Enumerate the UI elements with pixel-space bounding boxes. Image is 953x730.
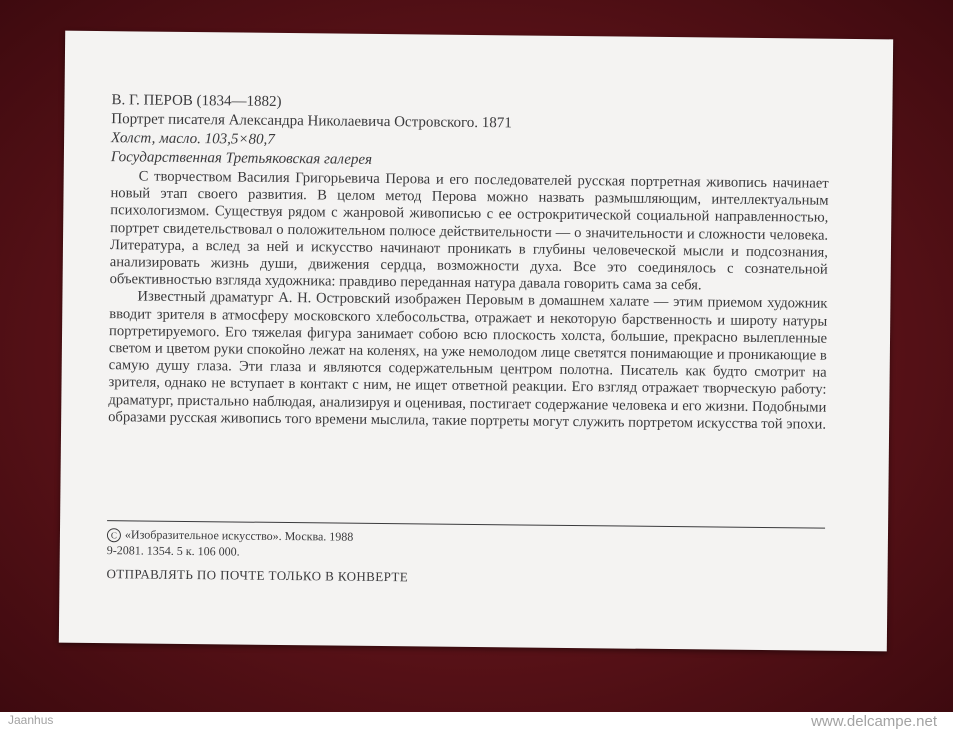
publisher-text: «Изобразительное искусство». Москва. 1988 [124,527,354,544]
author-line: В. Г. ПЕРОВ (1834—1882) [111,92,282,110]
watermark-left: Jaanhus [8,713,54,727]
card-header [111,91,872,175]
mailing-note: ОТПРАВЛЯТЬ ПО ПОЧТЕ ТОЛЬКО В КОНВЕРТЕ [106,566,409,585]
medium-line: Холст, масло. 103,5×80,7 [111,130,275,148]
paragraph-1: С творчеством Василия Григорьевича Перова и его последователей русская портретная живопись начинает новый этап своего развития. В целом метод Перова можно назвать размышляющим, интеллектуальным психологизмом. Существуя рядом с жанровой живописью с ее острокритической социальной направленностью, портрет свидетельствовал о положительном полюсе действительности — о значительности и сложности человека. Литература, а вслед за ней и искусство начинают проникать в глубины человеческой мысли и подсознания, анализировать жизнь души, движения сердца, возможности духа. Все это соединялось с сознательной объективностью взгляда художника: правдиво переданная натура давала говорить сама за себя. [109,168,829,294]
publisher-info [107,526,354,561]
description-text [108,168,829,434]
print-info: 9-2081. 1354. 5 к. 106 000. [106,543,240,559]
postcard-back [59,31,893,652]
watermark-right: www.delcampe.net [811,713,937,730]
copyright-icon: C [107,528,121,542]
artwork-title: Портрет писателя Александра Николаевича Островского. 1871 [111,111,512,132]
paragraph-2: Известный драматург А. Н. Островский изображен Перовым в домашнем халате — этим приемом художник вводит зрителя в атмосферу московского хлебосольства, отражает и некоторую барственность и широту натуры портретируемого. Его тяжелая фигура занимает собою всю плоскость холста, большие, прекрасно вылепленные светом и цветом руки спокойно лежат на коленях, на уже немолодом лице светятся понимающие и проникающие в самую душу глаза. Эти глаза и являются содержательным центром полотна. Писатель как будто смотрит на зрителя, однако не вступает в контакт с ним, не ищет ответной реакции. Его взгляд отражает творческую работу: драматург, пристально наблюдая, анализируя и оценивая, постигает содержание человека и его жизни. Подобными образами русская живопись того времени мыслила, такие портреты могут служить портретом искусства той эпохи. [108,288,828,433]
museum-line: Государственная Третьяковская галерея [110,149,373,168]
